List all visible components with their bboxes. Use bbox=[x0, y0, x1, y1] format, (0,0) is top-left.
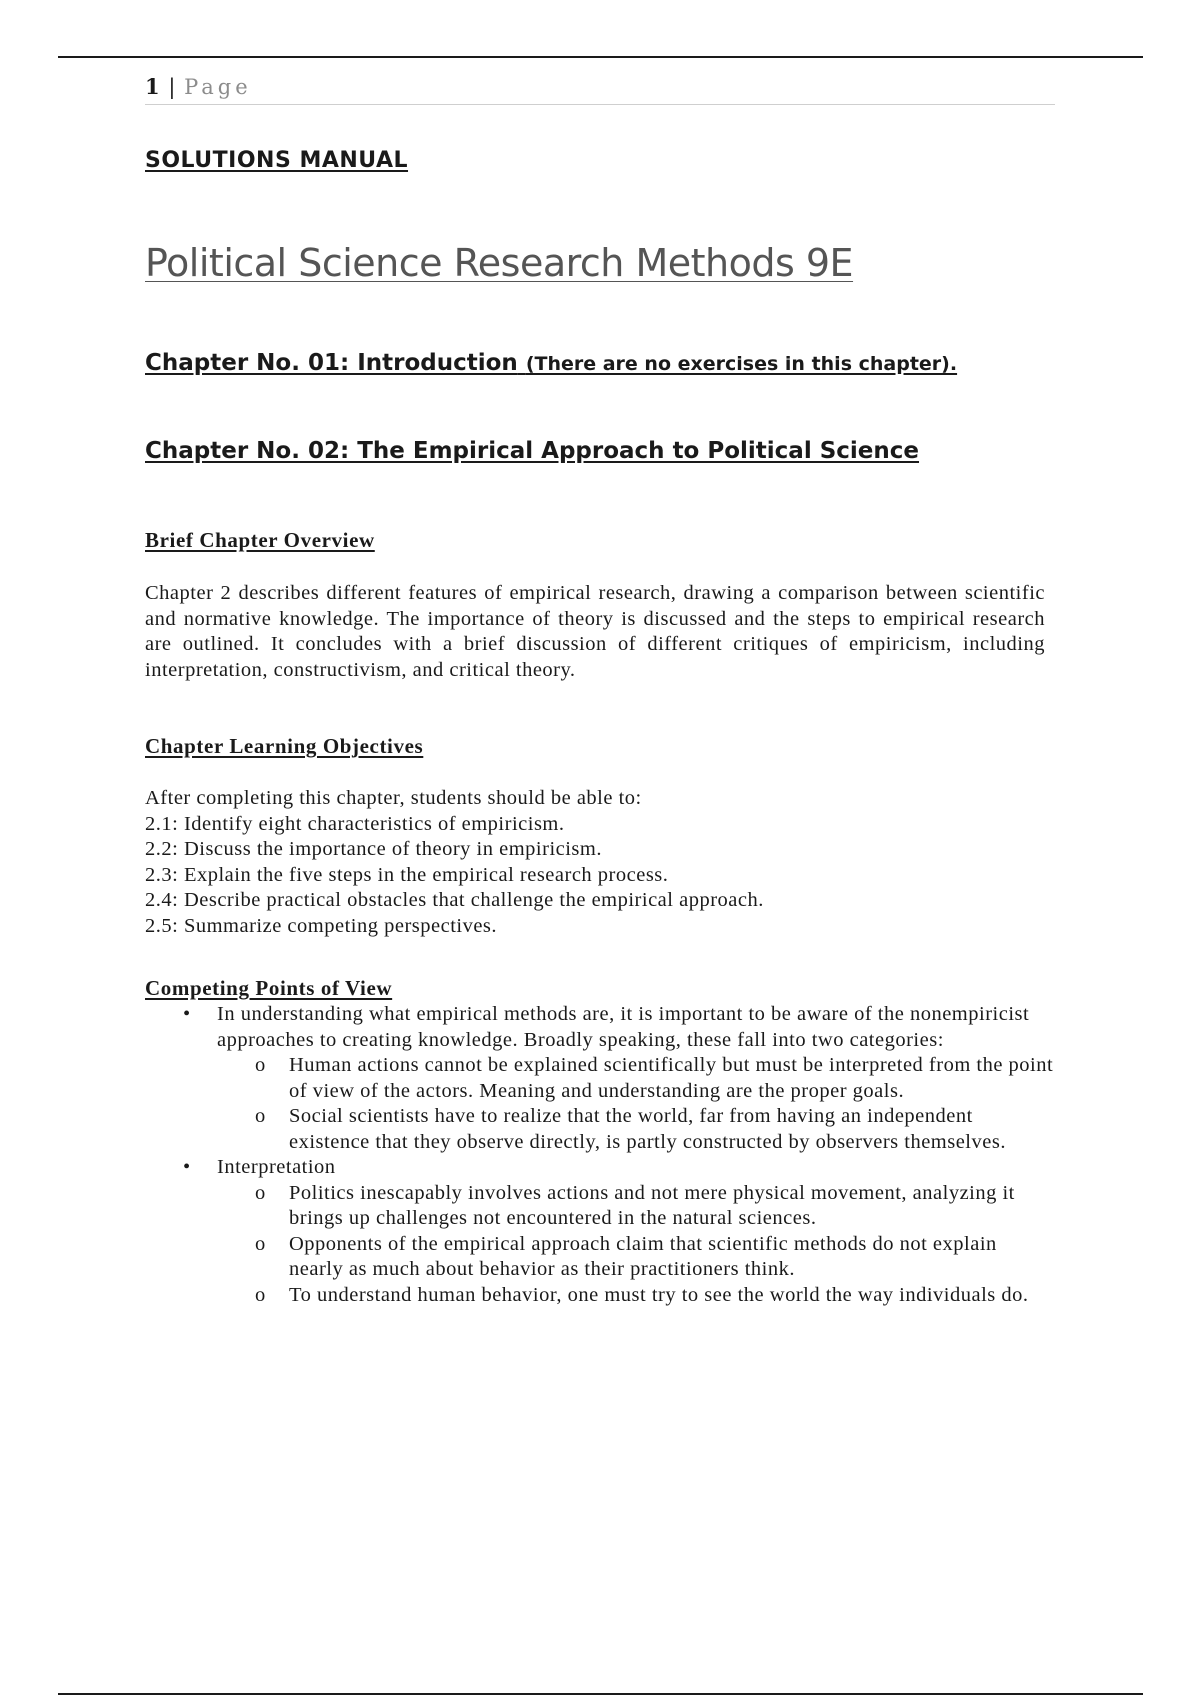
objective-item: 2.5: Summarize competing perspectives. bbox=[145, 914, 498, 937]
objectives-intro: After completing this chapter, students should be able to: bbox=[145, 787, 642, 809]
chapter-1-note: (There are no exercises in this chapter). bbox=[525, 353, 958, 375]
chapter-2-heading: Chapter No. 02: The Empirical Approach to Political Science bbox=[145, 438, 920, 464]
bullet-text: Interpretation bbox=[217, 1156, 336, 1178]
objectives-list bbox=[145, 786, 1045, 939]
overview-heading: Brief Chapter Overview bbox=[145, 528, 375, 552]
objective-item: 2.1: Identify eight characteristics of empiricism. bbox=[145, 812, 565, 835]
chapter-1-title: Chapter No. 01: Introduction bbox=[145, 350, 518, 376]
objectives-heading: Chapter Learning Objectives bbox=[145, 734, 424, 758]
document-title: Political Science Research Methods 9E bbox=[145, 241, 854, 285]
sub-bullet-text: Politics inescapably involves actions and not mere physical movement, analyzing it brings up challenges not encountered in the natural sciences. bbox=[289, 1181, 1015, 1229]
top-border-rule bbox=[58, 56, 1143, 58]
chapter-1-heading bbox=[145, 350, 957, 376]
bullet-item bbox=[145, 1155, 1055, 1181]
sub-bullet-icon: o bbox=[255, 1054, 266, 1076]
sub-bullet-item bbox=[145, 1053, 1055, 1104]
page-word: Page bbox=[184, 75, 252, 99]
objective-item: 2.3: Explain the five steps in the empirical research process. bbox=[145, 863, 669, 886]
manual-label: SOLUTIONS MANUAL bbox=[145, 148, 409, 173]
sub-bullet-icon: o bbox=[255, 1232, 266, 1255]
sub-bullet-item bbox=[145, 1104, 1055, 1155]
sub-bullet-icon: o bbox=[255, 1181, 266, 1204]
objective-item: 2.4: Describe practical obstacles that challenge the empirical approach. bbox=[145, 889, 764, 911]
competing-points-list bbox=[145, 1002, 1055, 1308]
bullet-text: In understanding what empirical methods are, it is important to be aware of the nonempiricist approaches to creating knowledge. Broadly speaking, these fall into two categories: bbox=[217, 1003, 1030, 1051]
sub-bullet-icon: o bbox=[255, 1283, 266, 1306]
objective-item: 2.2: Discuss the importance of theory in empiricism. bbox=[145, 838, 602, 860]
bottom-border-rule bbox=[58, 1693, 1143, 1695]
page-number: 1 bbox=[145, 74, 161, 99]
sub-bullet-text: Opponents of the empirical approach claim that scientific methods do not explain nearly as much about behavior as their practitioners think. bbox=[289, 1232, 997, 1280]
page-separator: | bbox=[168, 75, 177, 99]
sub-bullet-text: To understand human behavior, one must try to see the world the way individuals do. bbox=[289, 1283, 1029, 1306]
bullet-icon: • bbox=[183, 1003, 191, 1025]
bullet-item bbox=[145, 1002, 1055, 1053]
page-header bbox=[145, 74, 1055, 105]
competing-heading: Competing Points of View bbox=[145, 976, 393, 1000]
sub-bullet-text: Social scientists have to realize that the world, far from having an independent existence that they observe directly, is partly constructed by observers themselves. bbox=[289, 1105, 1006, 1153]
overview-paragraph: Chapter 2 describes different features of empirical research, drawing a comparison between scientific and normative knowledge. The importance of theory is discussed and the steps to empirical research are outlined. It concludes with a brief discussion of different critiques of empiricism, including interpretation, constructivism, and critical theory. bbox=[145, 582, 1045, 681]
sub-bullet-text: Human actions cannot be explained scientifically but must be interpreted from the point of view of the actors. Meaning and understanding are the proper goals. bbox=[289, 1054, 1054, 1102]
sub-bullet-item bbox=[145, 1232, 1055, 1283]
sub-bullet-item bbox=[145, 1283, 1055, 1309]
bullet-icon: • bbox=[183, 1156, 191, 1178]
sub-bullet-item bbox=[145, 1181, 1055, 1232]
sub-bullet-icon: o bbox=[255, 1105, 266, 1127]
